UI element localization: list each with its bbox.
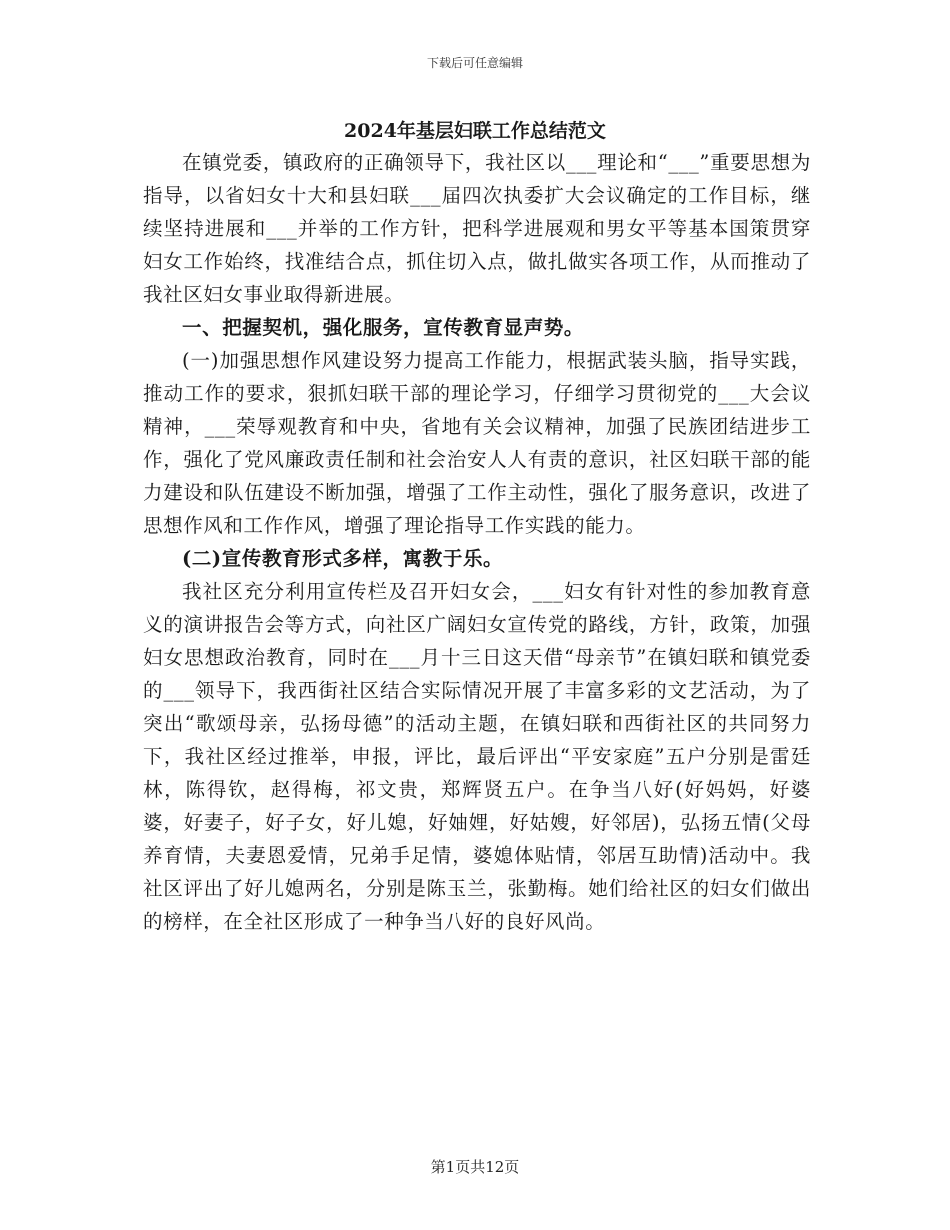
page-footer: 第1页共12页 [430,1158,520,1176]
section-heading-1: 一、把握契机，强化服务，宣传教育显声势。 [182,316,585,339]
subsection-1-paragraph: (一)加强思想作风建设努力提高工作能力，根据武装头脑，指导实践，推动工作的要求，狠抓妇联干部的理论学习，仔细学习贯彻党的___大会议精神，___荣辱观教育和中央，省地有关会议精神，加强了民族团结进步工作，强化了党风廉政责任制和社会治安人人有责的意识，社区妇联干部的能力建设和队伍建设不断加强，增强了工作主动性，强化了服务意识，改进了思想作风和工作作风，增强了理论指导工作实践的能力。 [143,349,811,537]
document-title: 2024年基层妇联工作总结范文 [344,120,606,142]
header-note: 下载后可任意编辑 [426,56,523,70]
subsection-heading-2: (二)宣传教育形式多样，寓教于乐。 [182,547,504,570]
intro-paragraph: 在镇党委，镇政府的正确领导下，我社区以___理论和“___”重要思想为指导，以省妇女十大和县妇联___届四次执委扩大会议确定的工作目标，继续坚持进展和___并举的工作方针，把科学进展观和男女平等基本国策贯穿妇女工作始终，找准结合点，抓住切入点，做扎做实各项工作，从而推动了我社区妇女事业取得新进展。 [143,151,811,306]
subsection-2-paragraph: 我社区充分利用宣传栏及召开妇女会，___妇女有针对性的参加教育意义的演讲报告会等方式，向社区广阔妇女宣传党的路线，方针，政策，加强妇女思想政治教育，同时在___月十三日这天借“母亲节”在镇妇联和镇党委的___领导下，我西街社区结合实际情况开展了丰富多彩的文艺活动，为了突出“歌颂母亲，弘扬母德”的活动主题，在镇妇联和西街社区的共同努力下，我社区经过推举，申报，评比，最后评出“平安家庭”五户分别是雷廷林，陈得钦，赵得梅，祁文贵，郑辉贤五户。在争当八好(好妈妈，好婆婆，好妻子，好子女，好儿媳，好妯娌，好姑嫂，好邻居)，弘扬五情(父母养育情，夫妻恩爱情，兄弟手足情，婆媳体贴情，邻居互助情)活动中。我社区评出了好儿媳两名，分别是陈玉兰，张勤梅。她们给社区的妇女们做出的榜样，在全社区形成了一种争当八好的良好风尚。 [143,580,811,933]
document-body [143,146,811,938]
